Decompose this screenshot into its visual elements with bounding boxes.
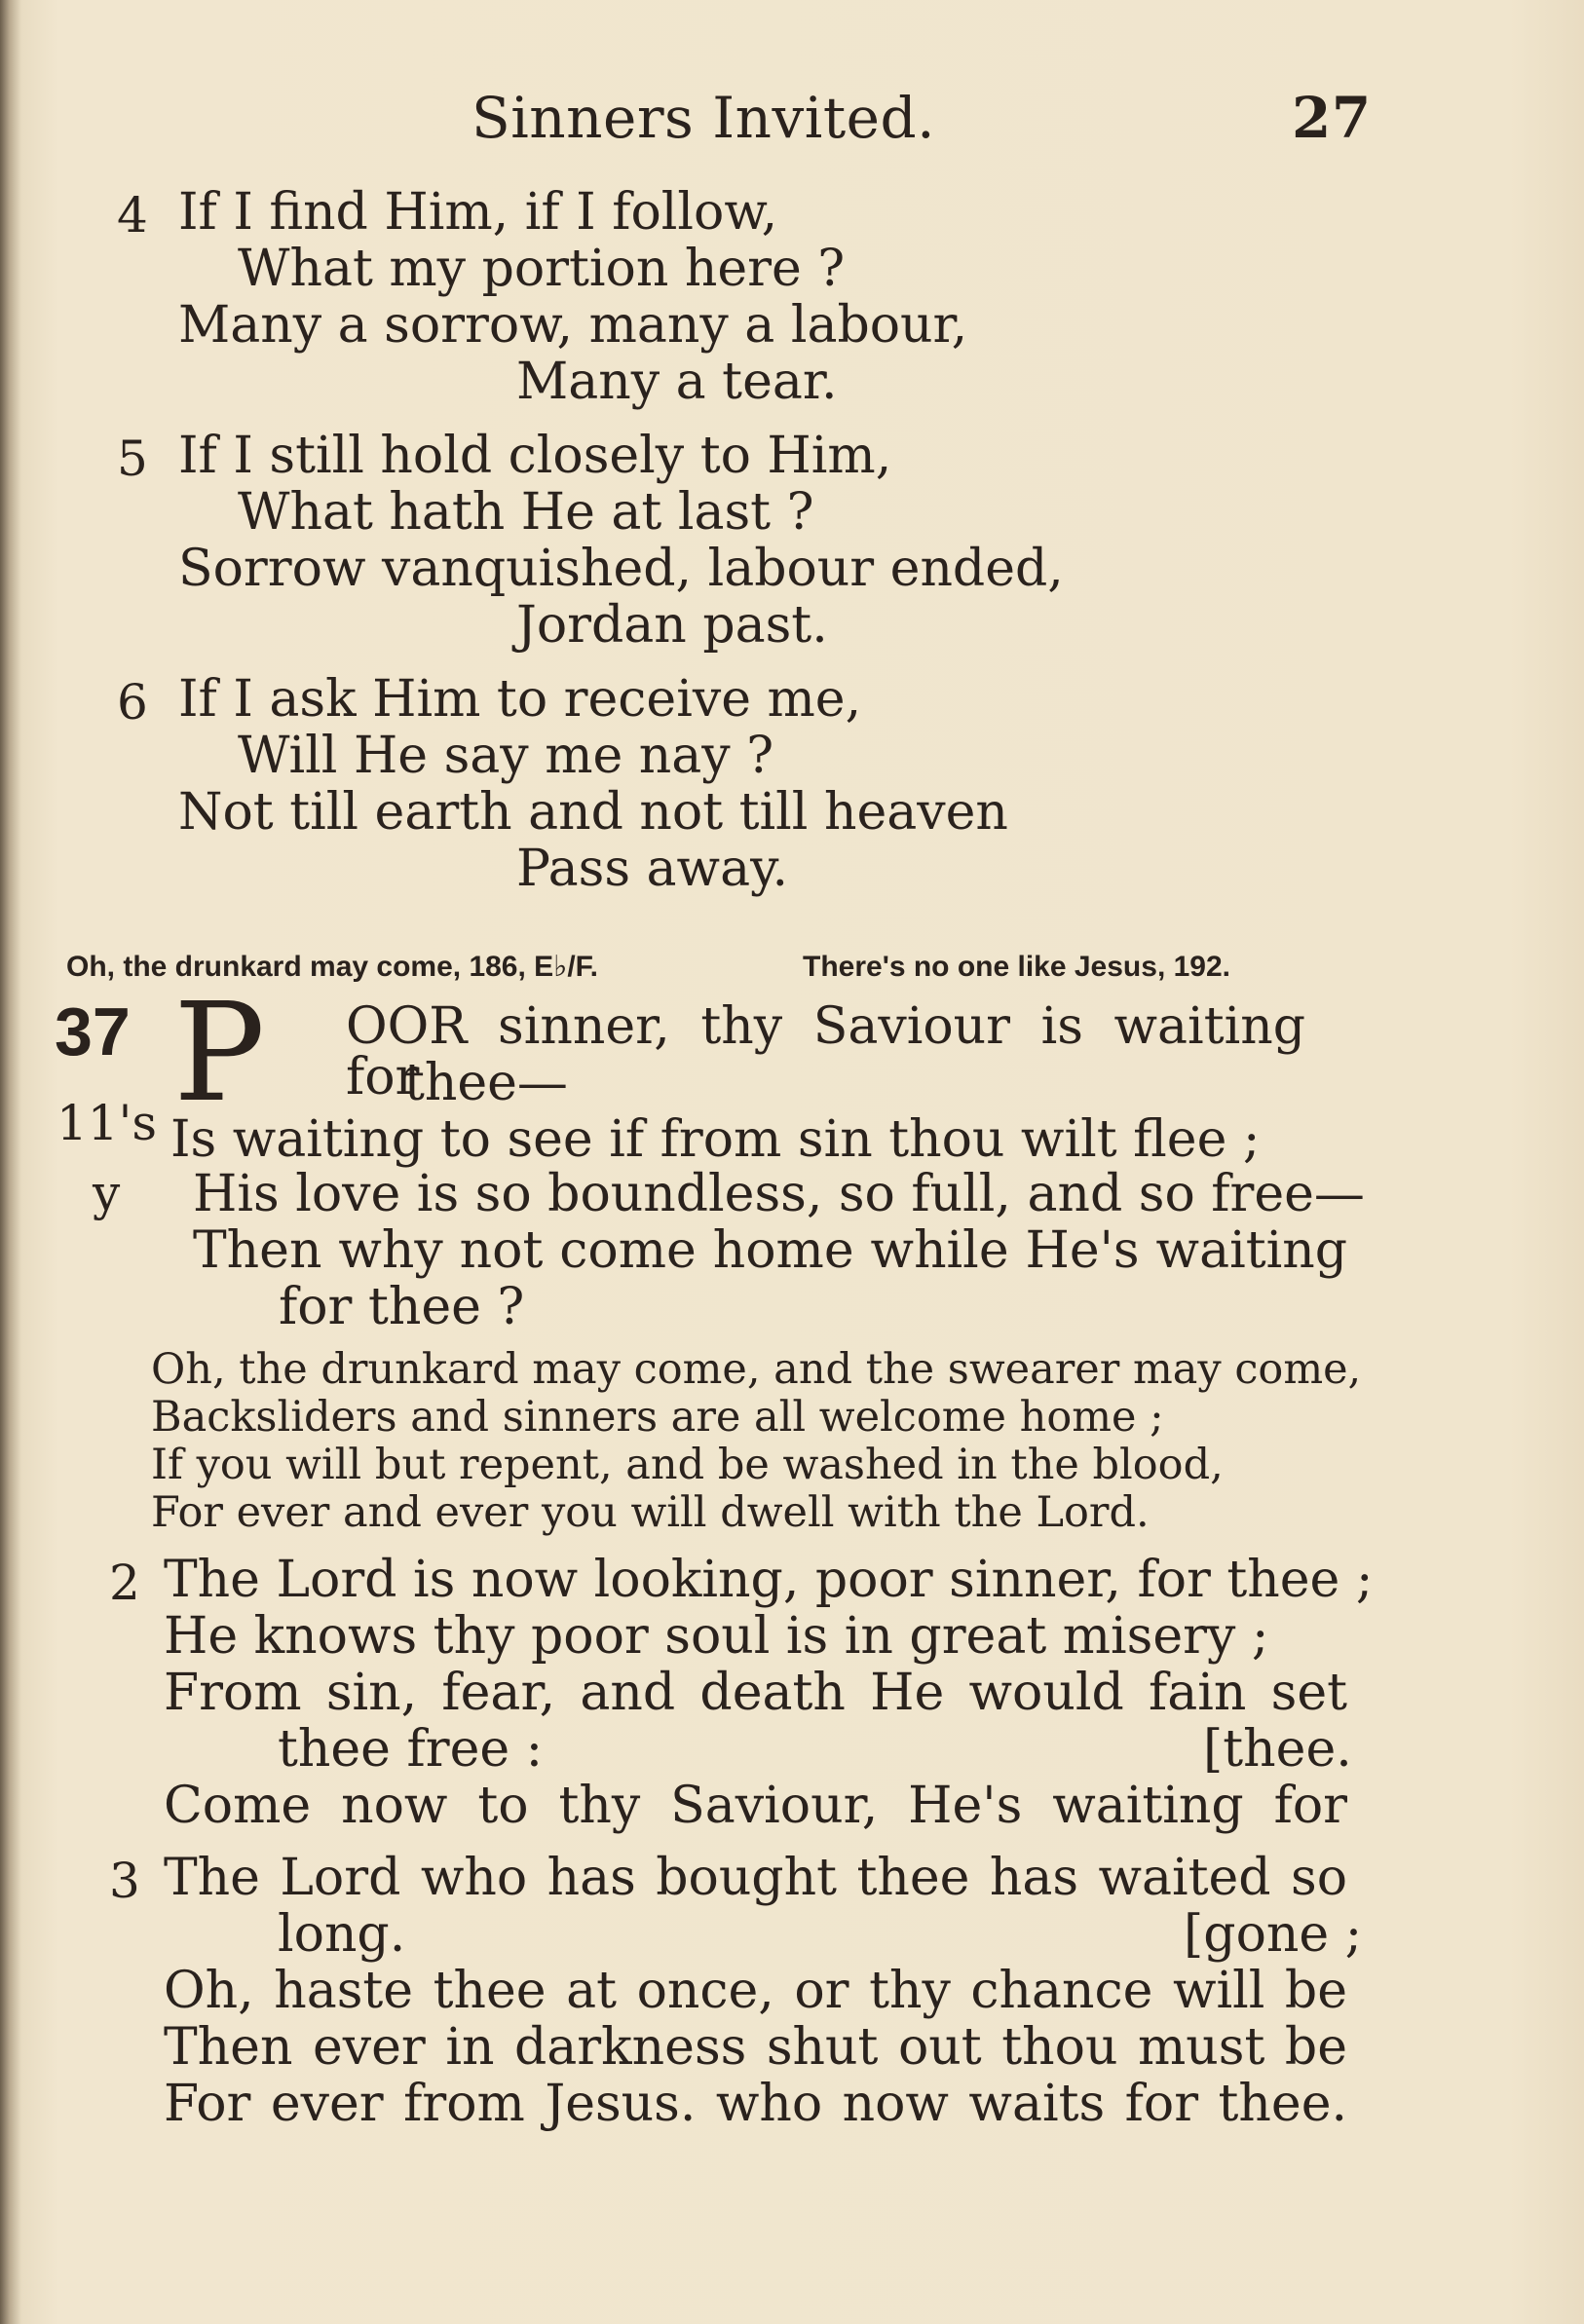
verse-line: Many a sorrow, many a labour, (178, 296, 968, 355)
verse-line: Pass away. (516, 840, 789, 898)
verse-line: Not till earth and not till heaven (178, 783, 1008, 842)
page-title: Sinners Invited. (471, 85, 936, 151)
verse-line: His love is so boundless, so full, and so free— (193, 1165, 1365, 1223)
verse-line-runover: [gone ; (1184, 1905, 1363, 1964)
meter-label: 11's (57, 1095, 158, 1151)
verse-line: Will He say me nay ? (238, 727, 774, 785)
verse-line: Come now to thy Saviour, He's waiting for (164, 1777, 1347, 1835)
verse-line: From sin, fear, and death He would fain set (164, 1664, 1347, 1722)
page-number: 27 (1292, 85, 1372, 151)
verse-line: If I find Him, if I follow, (178, 183, 778, 242)
verse-line: What hath He at last ? (238, 483, 814, 542)
verse-number: 4 (117, 187, 148, 244)
verse-line: thee free : (278, 1720, 544, 1779)
verse-line: thee— (404, 1054, 568, 1112)
verse-line: What my portion here ? (238, 240, 846, 298)
chorus-line: Backsliders and sinners are all welcome home ; (151, 1393, 1164, 1442)
verse-line: For ever from Jesus. who now waits for thee. (164, 2075, 1347, 2133)
verse-line: long. (278, 1905, 406, 1964)
verse-line: Many a tear. (516, 353, 838, 411)
verse-line: OOR sinner, thy Saviour is waiting for (346, 997, 1305, 1106)
verse-number: 3 (109, 1853, 140, 1909)
hymn-number: 37 (55, 993, 131, 1069)
verse-line: If I ask Him to receive me, (178, 670, 862, 729)
verse-line: for thee ? (279, 1278, 525, 1336)
verse-line: Then why not come home while He's waiting (193, 1221, 1347, 1280)
chorus-line: For ever and ever you will dwell with the Lord. (151, 1488, 1150, 1537)
verse-line-runover: [thee. (1203, 1720, 1352, 1779)
chorus-line: Oh, the drunkard may come, and the swearer may come, (151, 1345, 1362, 1394)
verse-line: Oh, haste thee at once, or thy chance will be (164, 1962, 1347, 2020)
tune-reference: Oh, the drunkard may come, 186, E♭/F. (66, 951, 598, 983)
chorus-line: If you will but repent, and be washed in the blood, (151, 1441, 1224, 1489)
tune-reference: There's no one like Jesus, 192. (803, 951, 1230, 983)
verse-line: Is waiting to see if from sin thou wilt flee ; (170, 1110, 1261, 1169)
verse-line: Then ever in darkness shut out thou must be (164, 2018, 1347, 2077)
verse-line: Jordan past. (516, 596, 828, 655)
verse-line: He knows thy poor soul is in great misery ; (164, 1607, 1269, 1666)
verse-line: If I still hold closely to Him, (178, 427, 892, 485)
verse-number: 6 (117, 674, 148, 731)
verse-line: Sorrow vanquished, labour ended, (178, 540, 1064, 598)
verse-number: 2 (109, 1555, 140, 1611)
verse-line: The Lord who has bought thee has waited so (164, 1849, 1347, 1907)
verse-number: 5 (117, 431, 148, 487)
verse-line: The Lord is now looking, poor sinner, for thee ; (164, 1551, 1374, 1609)
drop-cap: P (173, 974, 266, 1133)
key-label: y (93, 1165, 121, 1221)
